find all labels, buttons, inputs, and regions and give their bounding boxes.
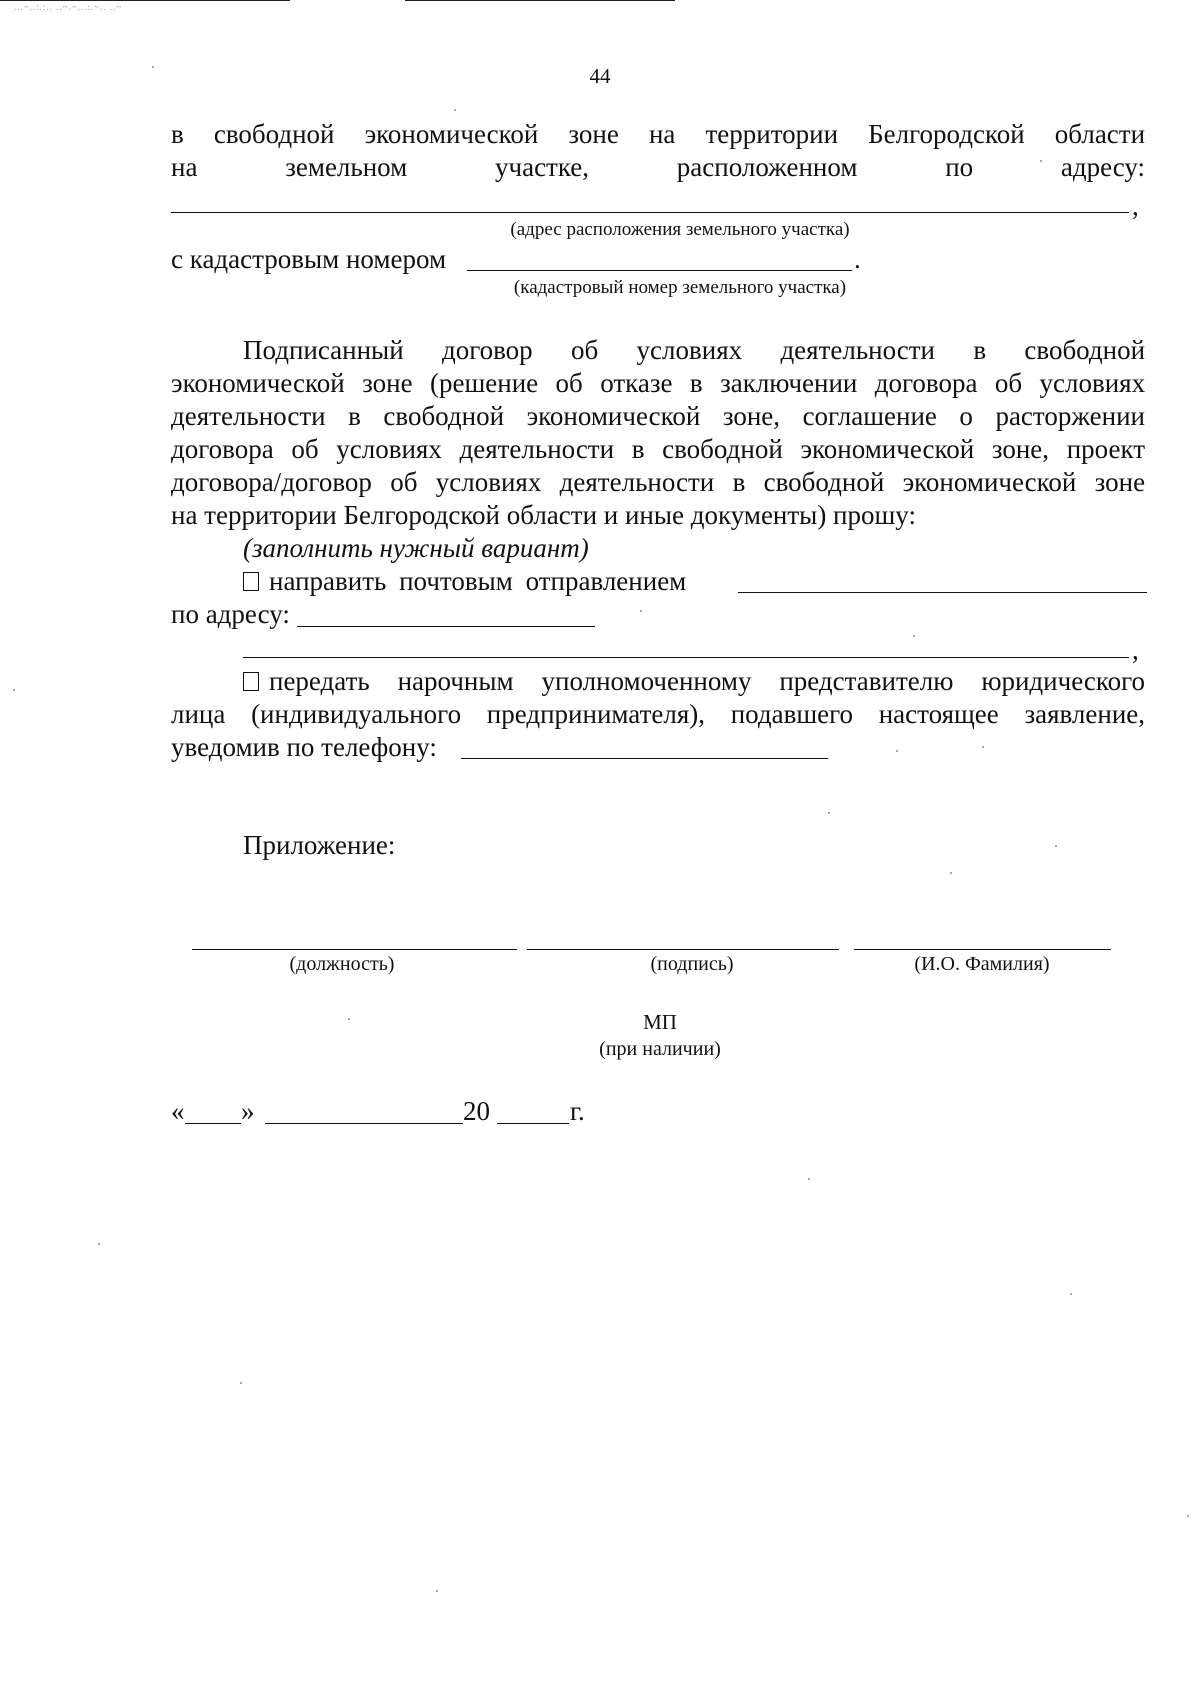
attachment-label: Приложение:: [243, 830, 396, 860]
scan-speck: [808, 1178, 810, 1180]
word: в: [348, 401, 361, 431]
address-caption: (адрес расположения земельного участка): [510, 219, 850, 240]
cadastral-label: с кадастровым номером: [171, 244, 447, 274]
address-line-comma: ,: [1132, 191, 1139, 221]
word: области: [1054, 119, 1146, 149]
word: участке,: [495, 152, 590, 182]
word: свободной: [1024, 335, 1146, 365]
address-fill-line[interactable]: [171, 212, 1129, 213]
word: экономической: [364, 119, 539, 149]
body-line-2: [171, 151, 1145, 184]
word: договора: [874, 368, 978, 398]
date-day-line[interactable]: [185, 1123, 241, 1124]
word: настоящее: [878, 699, 999, 729]
word: адресу:: [1060, 152, 1146, 182]
stamp-caption: (при наличии): [599, 1038, 721, 1060]
scan-speck: [13, 689, 15, 691]
word: условиях: [1039, 368, 1146, 398]
fill-hint: (заполнить нужный вариант): [243, 533, 589, 563]
scan-speck: [982, 746, 984, 748]
word: (индивидуального: [251, 699, 462, 729]
word: условиях: [336, 434, 442, 464]
word: в: [732, 467, 746, 497]
paragraph-line-1: [243, 334, 1145, 367]
word: нарочным: [397, 666, 514, 696]
mail-address-line-2[interactable]: [243, 657, 1129, 658]
word: заключении: [720, 368, 858, 398]
signature-caption: (подпись): [650, 953, 734, 975]
word: передать: [269, 666, 370, 696]
mail-address-label: по адресу:: [171, 599, 290, 629]
word: юридического: [981, 666, 1145, 696]
word: об: [994, 368, 1023, 398]
word: Белгородской: [868, 119, 1025, 149]
scan-speck: [913, 635, 915, 637]
mail-address-line-1[interactable]: [297, 626, 595, 627]
word: в: [631, 434, 645, 464]
name-caption: (И.О. Фамилия): [914, 953, 1050, 975]
mail-checkbox[interactable]: [243, 572, 259, 591]
paragraph-line-4: [171, 433, 1145, 466]
date-year-line[interactable]: [497, 1123, 569, 1124]
cadastral-caption: (кадастровый номер земельного участка): [513, 277, 847, 298]
word: зоне,: [991, 434, 1050, 464]
date-open-quote: «: [171, 1096, 185, 1126]
word: об: [555, 368, 583, 398]
word: об: [570, 335, 599, 365]
word: экономической: [171, 368, 345, 398]
word: проект: [1066, 434, 1146, 464]
date-year-prefix: 20: [463, 1096, 490, 1126]
word: деятельности: [171, 401, 326, 431]
scan-speck: [98, 1243, 100, 1245]
word: зоне: [568, 119, 619, 149]
word: расторжении: [995, 401, 1145, 431]
word: об: [390, 467, 418, 497]
mail-option-label: направить почтовым отправлением: [269, 566, 687, 596]
paragraph-line-2: [171, 367, 1145, 400]
position-fill-line[interactable]: [192, 949, 517, 950]
stamp-label: МП: [643, 1010, 677, 1034]
mail-address-comma: ,: [1132, 635, 1139, 665]
word: договор: [441, 335, 533, 365]
word: зоне: [1094, 467, 1146, 497]
word: лица: [171, 699, 226, 729]
word: свободной: [662, 434, 783, 464]
word: условиях: [636, 335, 743, 365]
word: об: [291, 434, 319, 464]
word: в: [689, 368, 703, 398]
word: деятельности: [559, 467, 715, 497]
scan-speck: [640, 610, 642, 612]
word: договора/договор: [171, 467, 372, 497]
option-hand-line-3: уведомив по телефону:: [171, 732, 437, 762]
scan-speck: [828, 812, 830, 814]
word: на: [171, 152, 198, 182]
word: предпринимателя),: [486, 699, 705, 729]
word: отказе: [600, 368, 673, 398]
word: земельном: [285, 152, 408, 182]
position-caption: (должность): [289, 953, 395, 975]
word: подавшего: [730, 699, 854, 729]
cadastral-period: .: [854, 244, 861, 274]
scan-speck: [1040, 160, 1042, 162]
date-year-suffix: г.: [570, 1096, 585, 1126]
scan-speck: [1055, 845, 1057, 847]
scan-edge-line: [0, 0, 290, 1]
word: на: [648, 119, 676, 149]
paragraph-line-3: [171, 400, 1145, 433]
page-number: 44: [589, 64, 611, 88]
name-fill-line[interactable]: [854, 949, 1111, 950]
word: соглашение: [802, 401, 937, 431]
word: Подписанный: [243, 335, 404, 365]
option-hand-first: [243, 666, 370, 696]
word: свободной: [383, 401, 505, 431]
scan-speck: [348, 1018, 350, 1020]
scan-speck: [240, 1382, 242, 1384]
signature-fill-line[interactable]: [527, 949, 839, 950]
option-mail: [243, 565, 686, 598]
body-line-1: [171, 118, 1145, 151]
word: заявление,: [1024, 699, 1146, 729]
phone-fill-line[interactable]: [461, 758, 828, 759]
word: о: [959, 401, 973, 431]
word: расположенном: [676, 152, 858, 182]
word: экономической: [800, 434, 975, 464]
word: (решение: [430, 368, 539, 398]
word: в: [171, 119, 184, 149]
word: зоне: [362, 368, 413, 398]
scan-speck: [454, 109, 456, 111]
word: деятельности: [459, 434, 615, 464]
word: условиях: [435, 467, 542, 497]
scan-speck: [950, 872, 952, 874]
scan-edge-line: [405, 0, 675, 1]
word: представителю: [779, 666, 954, 696]
word: уполномоченному: [541, 666, 752, 696]
word: территории: [705, 119, 839, 149]
option-hand-line-2: [171, 698, 1145, 731]
word: зоне,: [722, 401, 781, 431]
scan-speck: [1187, 1515, 1189, 1517]
scan-mark: ...~..:.:.. ..~.~...:.~.. ..~: [14, 2, 123, 12]
word: свободной: [763, 467, 885, 497]
cadastral-fill-line[interactable]: [467, 270, 852, 271]
date-close-quote: »: [241, 1096, 255, 1126]
scan-speck: [1070, 1293, 1072, 1295]
word: в: [973, 335, 987, 365]
scan-speck: [436, 1590, 438, 1592]
word: договора: [171, 434, 274, 464]
word: по: [945, 152, 974, 182]
paragraph-line-6: на территории Белгородской области и иные документы) прошу:: [171, 500, 916, 530]
scan-speck: [896, 750, 898, 752]
date-month-line[interactable]: [265, 1123, 463, 1124]
paragraph-line-5: [171, 466, 1145, 499]
hand-checkbox[interactable]: [243, 672, 259, 691]
mail-recipient-line[interactable]: [738, 592, 1147, 593]
option-hand-line-1: [243, 665, 1145, 698]
word: экономической: [526, 401, 701, 431]
word: экономической: [902, 467, 1077, 497]
word: свободной: [213, 119, 335, 149]
word: деятельности: [780, 335, 936, 365]
scan-speck: [152, 66, 154, 68]
